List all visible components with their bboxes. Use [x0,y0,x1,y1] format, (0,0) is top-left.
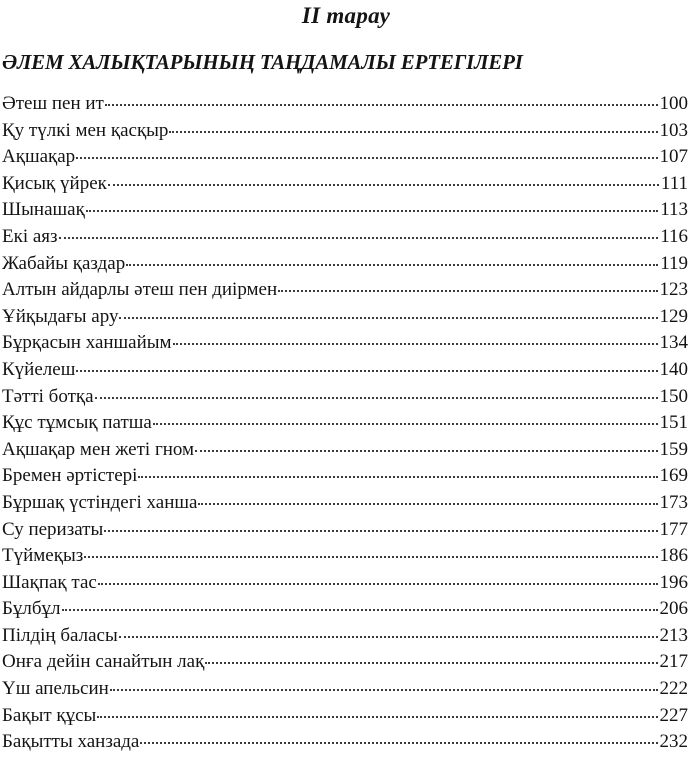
toc-entry [2,224,688,251]
dot-leader [140,742,657,744]
dot-leader [195,450,657,452]
toc-entry [2,676,688,703]
toc-entry-title: Алтын айдарлы әтеш пен диірмен [2,279,278,301]
toc-entry-page-number: 100 [659,93,688,114]
dot-leader [173,343,658,345]
toc-entry [2,596,688,623]
toc-entry-page-number: 151 [659,412,688,434]
toc-entry-page-number: 222 [659,678,688,700]
toc-entry [2,623,688,650]
toc-entry [2,357,688,384]
toc-entry-page-number: 206 [659,598,688,620]
toc-entry-title: Ұйқыдағы ару [2,305,119,327]
toc-entry-title: Әтеш пен ит [2,93,104,114]
dot-leader [169,131,657,133]
toc-entry-page-number: 217 [659,651,688,673]
toc-entry [2,543,688,570]
toc-entry-title: Шақпақ тас [2,571,97,593]
toc-entry-page-number: 213 [659,624,688,646]
dot-leader [119,636,658,638]
toc-entry-page-number: 113 [660,199,688,221]
dot-leader [138,476,657,478]
dot-leader [86,210,658,212]
toc-entry-title: Ақшақар [2,146,76,168]
dot-leader [105,104,658,106]
toc-entry-title: Түймеқыз [2,545,84,567]
toc-entry [2,251,688,278]
dot-leader [205,662,657,664]
dot-leader [84,556,657,558]
toc-entry [2,118,688,145]
toc-entry-title: Құс тұмсық патша [2,412,152,434]
dot-leader [278,290,657,292]
dot-leader [76,157,657,159]
dot-leader [198,503,657,505]
toc-entry-title: Бұршақ үстіндегі ханша [2,491,198,513]
dot-leader [76,370,657,372]
toc-entry-page-number: 232 [659,731,688,753]
toc-entry [2,91,688,118]
toc-entry-title: Ақшақар мен жеті гном [2,438,195,460]
toc-entry-title: Күйелеш [2,358,76,380]
chapter-heading: II тарау [301,3,391,28]
toc-entry-page-number: 169 [659,465,688,487]
dot-leader [98,583,658,585]
toc-entry-title: Онға дейін санайтын лақ [2,651,205,673]
toc-entry-title: Тәтті ботқа [2,385,94,407]
toc-entry-title: Бақыт құсы [2,704,97,726]
toc-entry [2,384,688,411]
toc-entry [2,463,688,490]
toc-entry-title: Су перизаты [2,518,104,540]
dot-leader [153,423,658,425]
toc-entry-page-number: 134 [659,332,688,354]
toc-entry-title: Пілдің баласы [2,624,118,646]
toc-entry-page-number: 111 [660,172,688,194]
toc-entry [2,144,688,171]
toc-entry [2,197,688,224]
toc-entry-title: Бұлбұл [2,598,61,620]
toc-entry [2,304,688,331]
toc-entry-page-number: 123 [659,279,688,301]
dot-leader [108,184,659,186]
toc-entry [2,703,688,730]
toc-entry-title: Қу түлкі мен қасқыр [2,119,169,141]
toc-entry-page-number: 196 [659,571,688,593]
toc-entry-title: Қисық үйрек [2,172,107,194]
toc-entry [2,437,688,464]
toc-entry-page-number: 107 [659,146,688,168]
toc-entry [2,729,688,756]
dot-leader [59,237,659,239]
toc-entry [2,410,688,437]
toc-entry-page-number: 116 [660,225,688,247]
dot-leader [126,264,658,266]
toc-entry-title: Бақытты ханзада [2,731,140,753]
toc-entry-title: Шынашақ [2,199,85,221]
toc-entry-page-number: 140 [659,358,688,380]
dot-leader [119,317,657,319]
dot-leader [95,397,658,399]
toc-entry-page-number: 150 [659,385,688,407]
toc-entry-page-number: 186 [659,545,688,567]
toc-entry-page-number: 103 [659,119,688,141]
dot-leader [110,689,658,691]
table-of-contents [2,91,688,756]
toc-entry-page-number: 173 [659,491,688,513]
toc-entry-page-number: 129 [659,305,688,327]
section-title: ӘЛЕМ ХАЛЫҚТАРЫНЫҢ ТАҢДАМАЛЫ ЕРТЕГІЛЕРІ [2,50,523,74]
toc-entry-title: Бремен әртістері [2,465,138,487]
dot-leader [104,530,657,532]
toc-entry-title: Жабайы қаздар [2,252,126,274]
toc-entry [2,490,688,517]
toc-entry-title: Екі аяз [2,225,58,247]
toc-entry-page-number: 177 [659,518,688,540]
toc-entry-page-number: 119 [660,252,688,274]
toc-entry-page-number: 159 [659,438,688,460]
toc-entry-title: Үш апельсин [2,678,109,700]
dot-leader [97,716,657,718]
toc-entry-page-number: 227 [659,704,688,726]
dot-leader [62,609,658,611]
toc-entry [2,171,688,198]
toc-entry [2,570,688,597]
toc-entry-title: Бұрқасын ханшайым [2,332,172,354]
toc-entry [2,330,688,357]
toc-entry [2,517,688,544]
toc-entry [2,277,688,304]
toc-entry [2,649,688,676]
